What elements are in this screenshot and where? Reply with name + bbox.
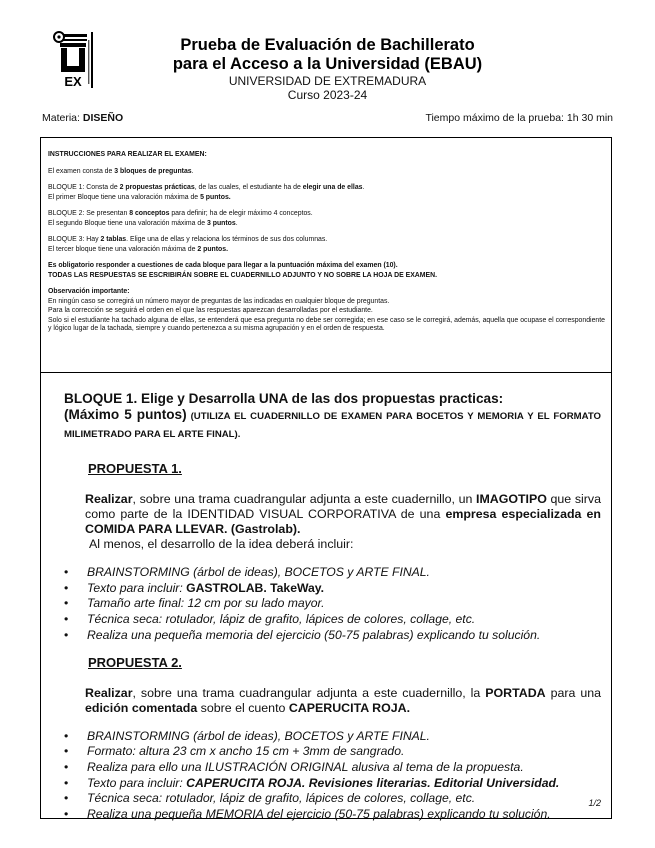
list-item: • Texto para incluir: CAPERUCITA ROJA. Revisiones literarias. Editorial Universidad.	[64, 775, 560, 790]
bloque1-subtitle: (Máximo 5 puntos) (UTILIZA EL CUADERNILLO DE EXAMEN PARA BOCETOS Y MEMORIA Y EL FORMATO MILIMETRADO PARA EL ARTE FINAL).	[64, 407, 601, 440]
propuesta2-title: PROPUESTA 2.	[88, 654, 182, 670]
list-item: • Realiza una pequeña MEMORIA del ejercicio (50-75 palabras) explicando tu solución.	[64, 807, 551, 822]
logo-text: EX	[64, 74, 82, 89]
bloque3-score: El tercer bloque tiene una valoración máxima de 2 puntos.	[48, 245, 229, 253]
bloque2-score: El segundo Bloque tiene una valoración máxima de 3 puntos.	[48, 219, 238, 227]
bloque1-info: BLOQUE 1: Consta de 2 propuestas prácticas, de las cuales, el estudiante ha de elegir una de ellas.	[48, 184, 365, 191]
observation-3: Solo si el estudiante ha tachado alguna de ellas, se entenderá que esa pregunta no debe ser corregida; en ese caso se le corregirá, además, aquella que ocupase el correspondiente y lógico lugar de la tachada, siempre y cuando pertenezca a su misma agrupación y en el orden de respuesta.	[48, 316, 605, 332]
observation-1: En ningún caso se corregirá un número mayor de preguntas de las indicadas en cualquier bloque de preguntas.	[48, 297, 390, 305]
bloque3-info: BLOQUE 3: Hay 2 tablas. Elige una de ellas y relaciona los términos de sus dos columnas.	[48, 236, 328, 243]
time-limit: Tiempo máximo de la prueba: 1h 30 min	[425, 112, 613, 124]
instructions-heading: INSTRUCCIONES PARA REALIZAR EL EXAMEN:	[48, 151, 207, 158]
instructions-box	[40, 137, 612, 373]
propuesta2-list	[64, 729, 601, 823]
propuesta2-text: Realizar, sobre una trama cuadrangular adjunta a este cuadernillo, la PORTADA para una edición comentada sobre el cuento CAPERUCITA ROJA.	[85, 685, 602, 715]
instructions-intro: El examen consta de 3 bloques de preguntas.	[48, 167, 194, 175]
propuesta1-list	[64, 565, 601, 644]
list-item: • Técnica seca: rotulador, lápiz de grafito, lápices de colores, collage, etc.	[64, 612, 476, 627]
propuesta1-title: PROPUESTA 1.	[88, 461, 182, 476]
list-item: • Realiza para ello una ILUSTRACIÓN ORIGINAL alusiva al tema de la propuesta.	[64, 759, 524, 774]
exam-title-line1: Prueba de Evaluación de Bachillerato	[180, 36, 475, 54]
list-item: • BRAINSTORMING (árbol de ideas), BOCETOS y ARTE FINAL.	[64, 728, 430, 743]
bloque1-title: BLOQUE 1. Elige y Desarrolla UNA de las dos propuestas practicas:	[64, 391, 504, 406]
propuesta1-requirements: Al menos, el desarrollo de la idea deberá incluir:	[89, 537, 354, 551]
bloque1-box	[40, 372, 612, 822]
exam-title-line2: para el Acceso a la Universidad (EBAU)	[172, 55, 483, 73]
observation-2: Para la corrección se seguirá el orden en el que las respuestas aparezcan desarrolladas por el estudiante.	[48, 307, 373, 314]
answers-note: TODAS LAS RESPUESTAS SE ESCRIBIRÁN SOBRE EL CUADERNILLO ADJUNTO Y NO SOBRE LA HOJA DE EXAMEN.	[48, 271, 437, 279]
list-item: • Realiza una pequeña memoria del ejercicio (50-75 palabras) explicando tu solución.	[64, 627, 541, 642]
bloque1-score: El primer Bloque tiene una valoración máxima de 5 puntos.	[48, 193, 231, 201]
page-number: 1/2	[588, 798, 601, 808]
list-item: • BRAINSTORMING (árbol de ideas), BOCETOS y ARTE FINAL.	[64, 565, 430, 579]
page-header	[0, 36, 655, 102]
subject	[42, 112, 123, 124]
mandatory-note: Es obligatorio responder a cuestiones de cada bloque para llegar a la puntuación máxima del examen (10).	[48, 262, 398, 269]
subject-label: Materia:	[42, 112, 83, 124]
observation-heading: Observación importante:	[48, 288, 130, 295]
university-name: UNIVERSIDAD DE EXTREMADURA	[228, 74, 427, 88]
bloque2-info: BLOQUE 2: Se presentan 8 conceptos para definir; ha de elegir máximo 4 conceptos.	[48, 210, 313, 217]
subject-value: DISEÑO	[82, 112, 124, 124]
list-item: • Texto para incluir: GASTROLAB. TakeWay.	[64, 580, 325, 595]
list-item: • Técnica seca: rotulador, lápiz de grafito, lápices de colores, collage, etc.	[64, 791, 476, 806]
course-year: Curso 2023-24	[287, 88, 368, 102]
propuesta1-text: Realizar, sobre una trama cuadrangular adjunta a este cuadernillo, un IMAGOTIPO que sirva como parte de la IDENTIDAD VISUAL CORPORATIVA de una empresa especializada en COMIDA PARA LLEVAR. (Gastrolab).	[85, 492, 601, 536]
list-item: • Tamaño arte final: 12 cm por su lado mayor.	[64, 596, 325, 611]
list-item: • Formato: altura 23 cm x ancho 15 cm + 3mm de sangrado.	[64, 744, 405, 759]
